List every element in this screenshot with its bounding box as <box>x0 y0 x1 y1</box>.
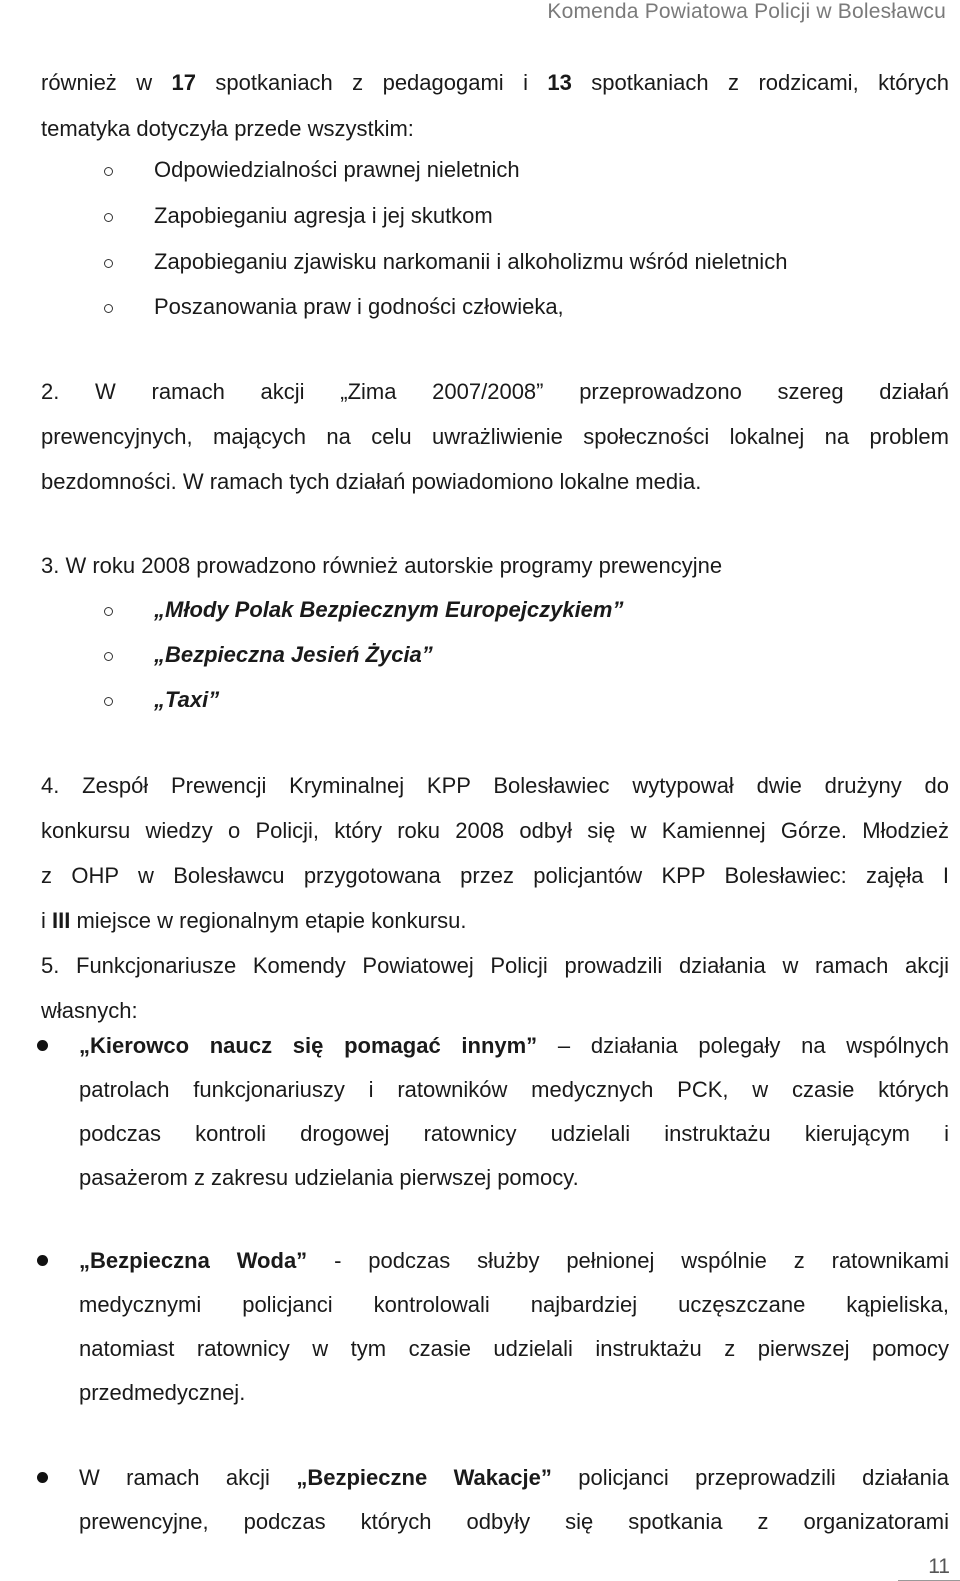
program-item: „Młody Polak Bezpiecznym Europejczykiem” <box>154 597 624 622</box>
campaign-kierowco-line-1 <box>79 1033 949 1059</box>
place-number: III <box>52 908 71 933</box>
topic-item: Odpowiedzialności prawnej nieletnich <box>154 157 520 182</box>
topic-item: Zapobieganiu agresja i jej skutkom <box>154 203 493 228</box>
campaign-woda-line-1 <box>79 1248 949 1274</box>
text: również w <box>41 70 172 95</box>
campaign-kierowco-line-4: pasażerom z zakresu udzielania pierwszej pomocy. <box>79 1165 579 1190</box>
item5-line-1: 5. Funkcjonariusze Komendy Powiatowej Policji prowadzili działania w ramach akcji <box>41 953 949 978</box>
campaign-wakacje-line-1 <box>79 1465 949 1491</box>
program-item: „Bezpieczna Jesień Życia” <box>154 642 433 667</box>
item4-line-1: 4. Zespół Prewencji Kryminalnej KPP Bolesławiec wytypował dwie drużyny do <box>41 773 949 798</box>
circle-bullet-icon <box>104 304 113 313</box>
campaign-title: „Bezpieczne Wakacje” <box>296 1465 552 1490</box>
page-header: Komenda Powiatowa Policji w Bolesławcu <box>547 0 946 23</box>
program-item: „Taxi” <box>154 687 220 712</box>
intro-line-2: tematyka dotyczyła przede wszystkim: <box>41 116 414 141</box>
circle-bullet-icon <box>104 652 113 661</box>
campaign-kierowco-line-2: patrolach funkcjonariuszy i ratowników medycznych PCK, w czasie których <box>79 1077 949 1102</box>
disc-bullet-icon <box>37 1472 48 1483</box>
topic-item: Poszanowania praw i godności człowieka, <box>154 294 564 319</box>
text: spotkaniach z rodzicami, których <box>571 70 949 95</box>
campaign-kierowco-line-3: podczas kontroli drogowej ratownicy udzielali instruktażu kierującym i <box>79 1121 949 1146</box>
campaign-wakacje-line-2: prewencyjne, podczas których odbyły się spotkania z organizatorami <box>79 1509 949 1534</box>
campaign-woda-line-4: przedmedycznej. <box>79 1380 246 1405</box>
circle-bullet-icon <box>104 167 113 176</box>
text: - podczas służby pełnionej wspólnie z ratownikami <box>307 1248 949 1273</box>
item2-line-1: 2. W ramach akcji „Zima 2007/2008” przeprowadzono szereg działań <box>41 379 949 404</box>
campaign-title: „Kierowco naucz się pomagać innym” <box>79 1033 538 1058</box>
text: i <box>41 908 52 933</box>
item5-line-2: własnych: <box>41 998 138 1023</box>
count-parents: 13 <box>547 70 572 95</box>
text: – działania polegały na wspólnych <box>537 1033 949 1058</box>
text: spotkaniach z pedagogami i <box>195 70 548 95</box>
circle-bullet-icon <box>104 697 113 706</box>
disc-bullet-icon <box>37 1255 48 1266</box>
page-number: 11 <box>928 1555 950 1578</box>
topic-item: Zapobieganiu zjawisku narkomanii i alkoholizmu wśród nieletnich <box>154 249 788 274</box>
text: W ramach akcji <box>79 1465 297 1490</box>
item4-line-4 <box>41 908 467 934</box>
disc-bullet-icon <box>37 1040 48 1051</box>
item4-line-3: z OHP w Bolesławcu przygotowana przez policjantów KPP Bolesławiec: zajęła I <box>41 863 949 888</box>
item2-line-2: prewencyjnych, mających na celu uwrażliwienie społeczności lokalnej na problem <box>41 424 949 449</box>
circle-bullet-icon <box>104 213 113 222</box>
item4-line-2: konkursu wiedzy o Policji, który roku 2008 odbył się w Kamiennej Górze. Młodzież <box>41 818 949 843</box>
circle-bullet-icon <box>104 607 113 616</box>
intro-line-1 <box>41 70 949 96</box>
text: policjanci przeprowadzili działania <box>551 1465 949 1490</box>
item2-line-3: bezdomności. W ramach tych działań powiadomiono lokalne media. <box>41 469 702 494</box>
text: miejsce w regionalnym etapie konkursu. <box>70 908 467 933</box>
campaign-title: „Bezpieczna Woda” <box>79 1248 308 1273</box>
count-pedagogues: 17 <box>171 70 196 95</box>
campaign-woda-line-2: medycznymi policjanci kontrolowali najbardziej uczęszczane kąpieliska, <box>79 1292 949 1317</box>
campaign-woda-line-3: natomiast ratownicy w tym czasie udzielali instruktażu z pierwszej pomocy <box>79 1336 949 1361</box>
circle-bullet-icon <box>104 259 113 268</box>
item3-line-1: 3. W roku 2008 prowadzono również autorskie programy prewencyjne <box>41 553 723 578</box>
